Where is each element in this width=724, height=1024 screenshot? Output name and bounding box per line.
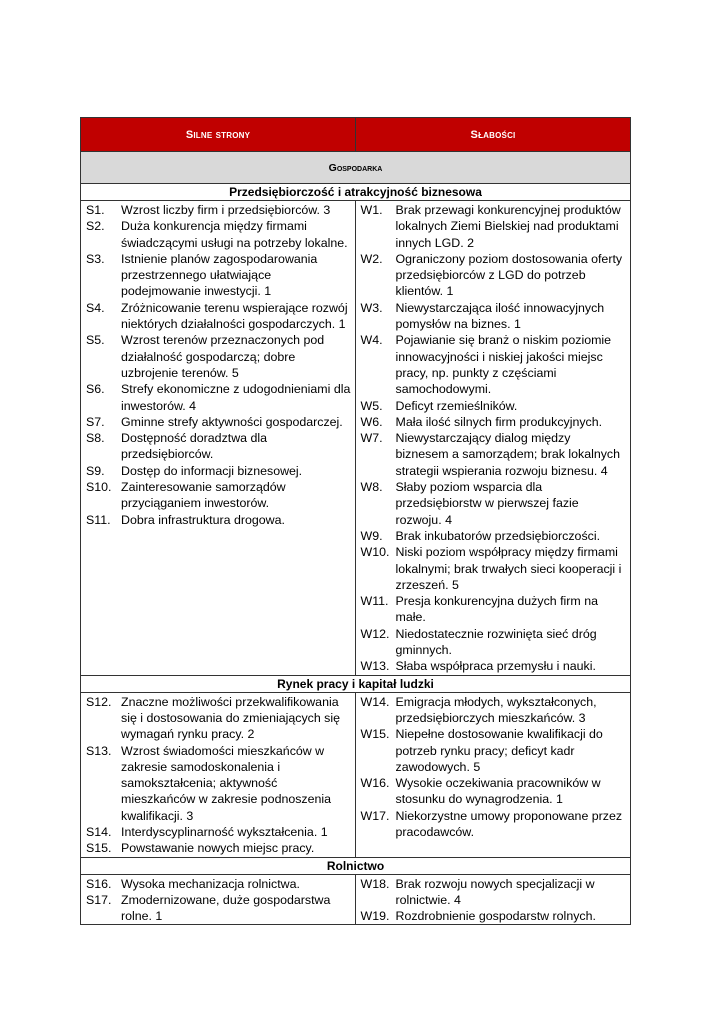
item-code: W19. <box>360 909 390 924</box>
list-item <box>361 528 627 544</box>
swot-table <box>80 117 631 925</box>
list-item <box>361 726 627 775</box>
item-code: S5. <box>86 333 105 348</box>
item-code: W3. <box>360 300 383 315</box>
item-code: W13. <box>360 659 390 674</box>
item-code: W6. <box>360 414 383 429</box>
weaknesses-column <box>356 875 631 925</box>
list-item <box>361 479 627 528</box>
item-text: Dostępność doradztwa dla przedsiębiorców. <box>121 431 268 462</box>
item-text: Niski poziom współpracy między firmami lokalnymi; brak trwałych sieci kooperacji i zrzeszeń. 5 <box>395 545 622 592</box>
strengths-column <box>81 201 356 675</box>
item-code: W4. <box>360 333 383 348</box>
item-text: Dostęp do informacji biznesowej. <box>121 463 303 478</box>
group-title: Rolnictwo <box>81 858 630 875</box>
table-header <box>81 118 630 152</box>
group-row <box>81 875 630 925</box>
group-row <box>81 201 630 676</box>
item-text: Istnienie planów zagospodarowania przestrzennego ułatwiające podejmowanie inwestycji. 1 <box>121 251 318 299</box>
item-text: Strefy ekonomiczne z udogodnieniami dla inwestorów. 4 <box>121 382 351 413</box>
item-code: S4. <box>86 300 105 315</box>
item-code: W8. <box>360 480 383 495</box>
strengths-list <box>86 202 351 528</box>
item-code: S16. <box>86 876 112 891</box>
item-code: W11. <box>360 594 389 609</box>
item-code: W9. <box>360 528 383 543</box>
item-text: Brak przewagi konkurencyjnej produktów lokalnych Ziemi Bielskiej nad produktami innych LGD. 2 <box>395 203 621 250</box>
item-code: S2. <box>86 219 105 234</box>
item-text: Wysokie oczekiwania pracowników w stosunku do wynagrodzenia. 1 <box>395 776 601 807</box>
list-item <box>361 658 627 674</box>
item-text: Rozdrobnienie gospodarstw rolnych. <box>395 909 596 924</box>
item-text: Wzrost liczby firm i przedsiębiorców. 3 <box>121 203 331 217</box>
list-item <box>361 876 627 909</box>
item-code: W7. <box>360 431 383 446</box>
list-item <box>361 202 627 251</box>
item-code: W14. <box>360 694 390 709</box>
item-text: Wzrost terenów przeznaczonych pod działalność gospodarczą; dobre uzbrojenie terenów. 5 <box>121 333 325 380</box>
item-code: W5. <box>360 398 383 413</box>
list-item <box>361 808 627 841</box>
item-text: Niewystarczający dialog między biznesem a samorządem; brak lokalnych strategii wspierania rozwoju biznesu. 4 <box>395 431 621 478</box>
item-text: Wzrost świadomości mieszkańców w zakresie samodoskonalenia i samokształcenia; aktywność mieszkańców w zakresie podnoszenia kwalifikacji. 3 <box>121 743 332 823</box>
weaknesses-list <box>361 694 627 841</box>
item-code: S6. <box>86 382 105 397</box>
list-item <box>86 694 351 743</box>
list-item <box>86 824 351 840</box>
item-text: Brak inkubatorów przedsiębiorczości. <box>395 528 601 543</box>
list-item <box>86 512 351 528</box>
item-code: S14. <box>86 824 112 839</box>
item-text: Niekorzystne umowy proponowane przez pracodawców. <box>395 808 623 839</box>
item-text: Zmodernizowane, duże gospodarstwa rolne. 1 <box>121 892 331 924</box>
list-item <box>361 300 627 333</box>
item-text: Duża konkurencja między firmami świadczącymi usługi na potrzeby lokalne. <box>121 219 348 250</box>
list-item <box>361 626 627 659</box>
item-text: Niedostatecznie rozwinięta sieć dróg gminnych. <box>395 626 597 658</box>
item-text: Zainteresowanie samorządów przyciąganiem inwestorów. <box>121 480 286 511</box>
list-item <box>361 775 627 808</box>
list-item <box>86 892 351 925</box>
item-text: Pojawianie się branż o niskim poziomie innowacyjności i niskiej jakości miejsc pracy, np. punkty z częściami samochodowymi. <box>395 333 612 397</box>
weaknesses-column <box>356 693 631 857</box>
item-text: Interdyscyplinarność wykształcenia. 1 <box>121 824 328 839</box>
item-text: Gminne strefy aktywności gospodarczej. <box>121 414 343 429</box>
item-code: S13. <box>86 743 112 758</box>
strengths-column <box>81 693 356 857</box>
group-title: Przedsiębiorczość i atrakcyjność biznesowa <box>81 184 630 201</box>
list-item <box>361 908 627 924</box>
groups-container <box>81 184 630 924</box>
list-item <box>361 694 627 727</box>
item-code: W15. <box>360 727 390 742</box>
item-code: S12. <box>86 694 112 709</box>
item-code: S3. <box>86 251 105 266</box>
item-text: Niepełne dostosowanie kwalifikacji do potrzeb rynku pracy; deficyt kadr zawodowych. 5 <box>395 727 603 774</box>
strengths-list <box>86 694 351 857</box>
item-code: S11. <box>86 512 111 527</box>
list-item <box>361 332 627 397</box>
item-text: Deficyt rzemieślników. <box>395 398 518 413</box>
list-item <box>86 381 351 414</box>
list-item <box>361 414 627 430</box>
list-item <box>86 876 351 892</box>
group-row <box>81 693 630 858</box>
section-title: Gospodarka <box>81 152 630 184</box>
item-text: Ograniczony poziom dostosowania oferty przedsiębiorców z LGD do potrzeb klientów. 1 <box>395 251 623 299</box>
list-item <box>86 430 351 463</box>
group-title: Rynek pracy i kapitał ludzki <box>81 676 630 693</box>
item-text: Słaby poziom wsparcia dla przedsiębiorstw w pierwszej fazie rozwoju. 4 <box>395 480 579 527</box>
item-code: S9. <box>86 463 105 478</box>
item-code: S1. <box>86 203 105 217</box>
strengths-list <box>86 876 351 925</box>
item-code: W17. <box>360 808 390 823</box>
item-code: W16. <box>360 776 390 791</box>
item-code: S15. <box>86 841 112 856</box>
list-item <box>86 332 351 381</box>
weaknesses-list <box>361 202 627 675</box>
item-code: W12. <box>360 626 390 641</box>
weaknesses-list <box>361 876 627 925</box>
weaknesses-header: Słabości <box>470 128 516 141</box>
list-item <box>361 544 627 593</box>
list-item <box>361 430 627 479</box>
item-code: W2. <box>360 251 383 266</box>
strengths-column <box>81 875 356 925</box>
item-code: W18. <box>360 876 390 891</box>
item-text: Zróżnicowanie terenu wspierające rozwój niektórych działalności gospodarczych. 1 <box>121 300 348 332</box>
list-item <box>86 479 351 512</box>
item-code: S17. <box>86 892 112 907</box>
item-text: Słaba współpraca przemysłu i nauki. <box>395 659 596 674</box>
item-text: Dobra infrastruktura drogowa. <box>121 512 285 527</box>
list-item <box>361 398 627 414</box>
item-text: Wysoka mechanizacja rolnictwa. <box>121 876 300 891</box>
list-item <box>86 840 351 856</box>
item-code: S7. <box>86 414 105 429</box>
weaknesses-column <box>356 201 631 675</box>
item-code: W10. <box>360 545 390 560</box>
list-item <box>361 593 627 626</box>
item-text: Mała ilość silnych firm produkcyjnych. <box>395 414 603 429</box>
list-item <box>86 218 351 251</box>
item-text: Powstawanie nowych miejsc pracy. <box>121 841 315 856</box>
item-text: Niewystarczająca ilość innowacyjnych pomysłów na biznes. 1 <box>395 300 605 332</box>
item-text: Presja konkurencyjna dużych firm na małe. <box>395 594 598 625</box>
strengths-header: Silne strony <box>81 118 356 151</box>
list-item <box>86 300 351 333</box>
item-code: S8. <box>86 431 105 446</box>
item-text: Emigracja młodych, wykształconych, przedsiębiorczych mieszkańców. 3 <box>395 694 597 725</box>
item-code: S10. <box>86 480 112 495</box>
item-code: W1. <box>360 203 383 217</box>
list-item <box>86 251 351 300</box>
list-item <box>361 251 627 300</box>
list-item <box>86 202 351 218</box>
list-item <box>86 414 351 430</box>
list-item <box>86 463 351 479</box>
list-item <box>86 743 351 824</box>
item-text: Brak rozwoju nowych specjalizacji w rolnictwie. 4 <box>395 876 595 907</box>
item-text: Znaczne możliwości przekwalifikowania się i dostosowania do zmieniających się wymagań rynku pracy. 2 <box>121 694 341 742</box>
